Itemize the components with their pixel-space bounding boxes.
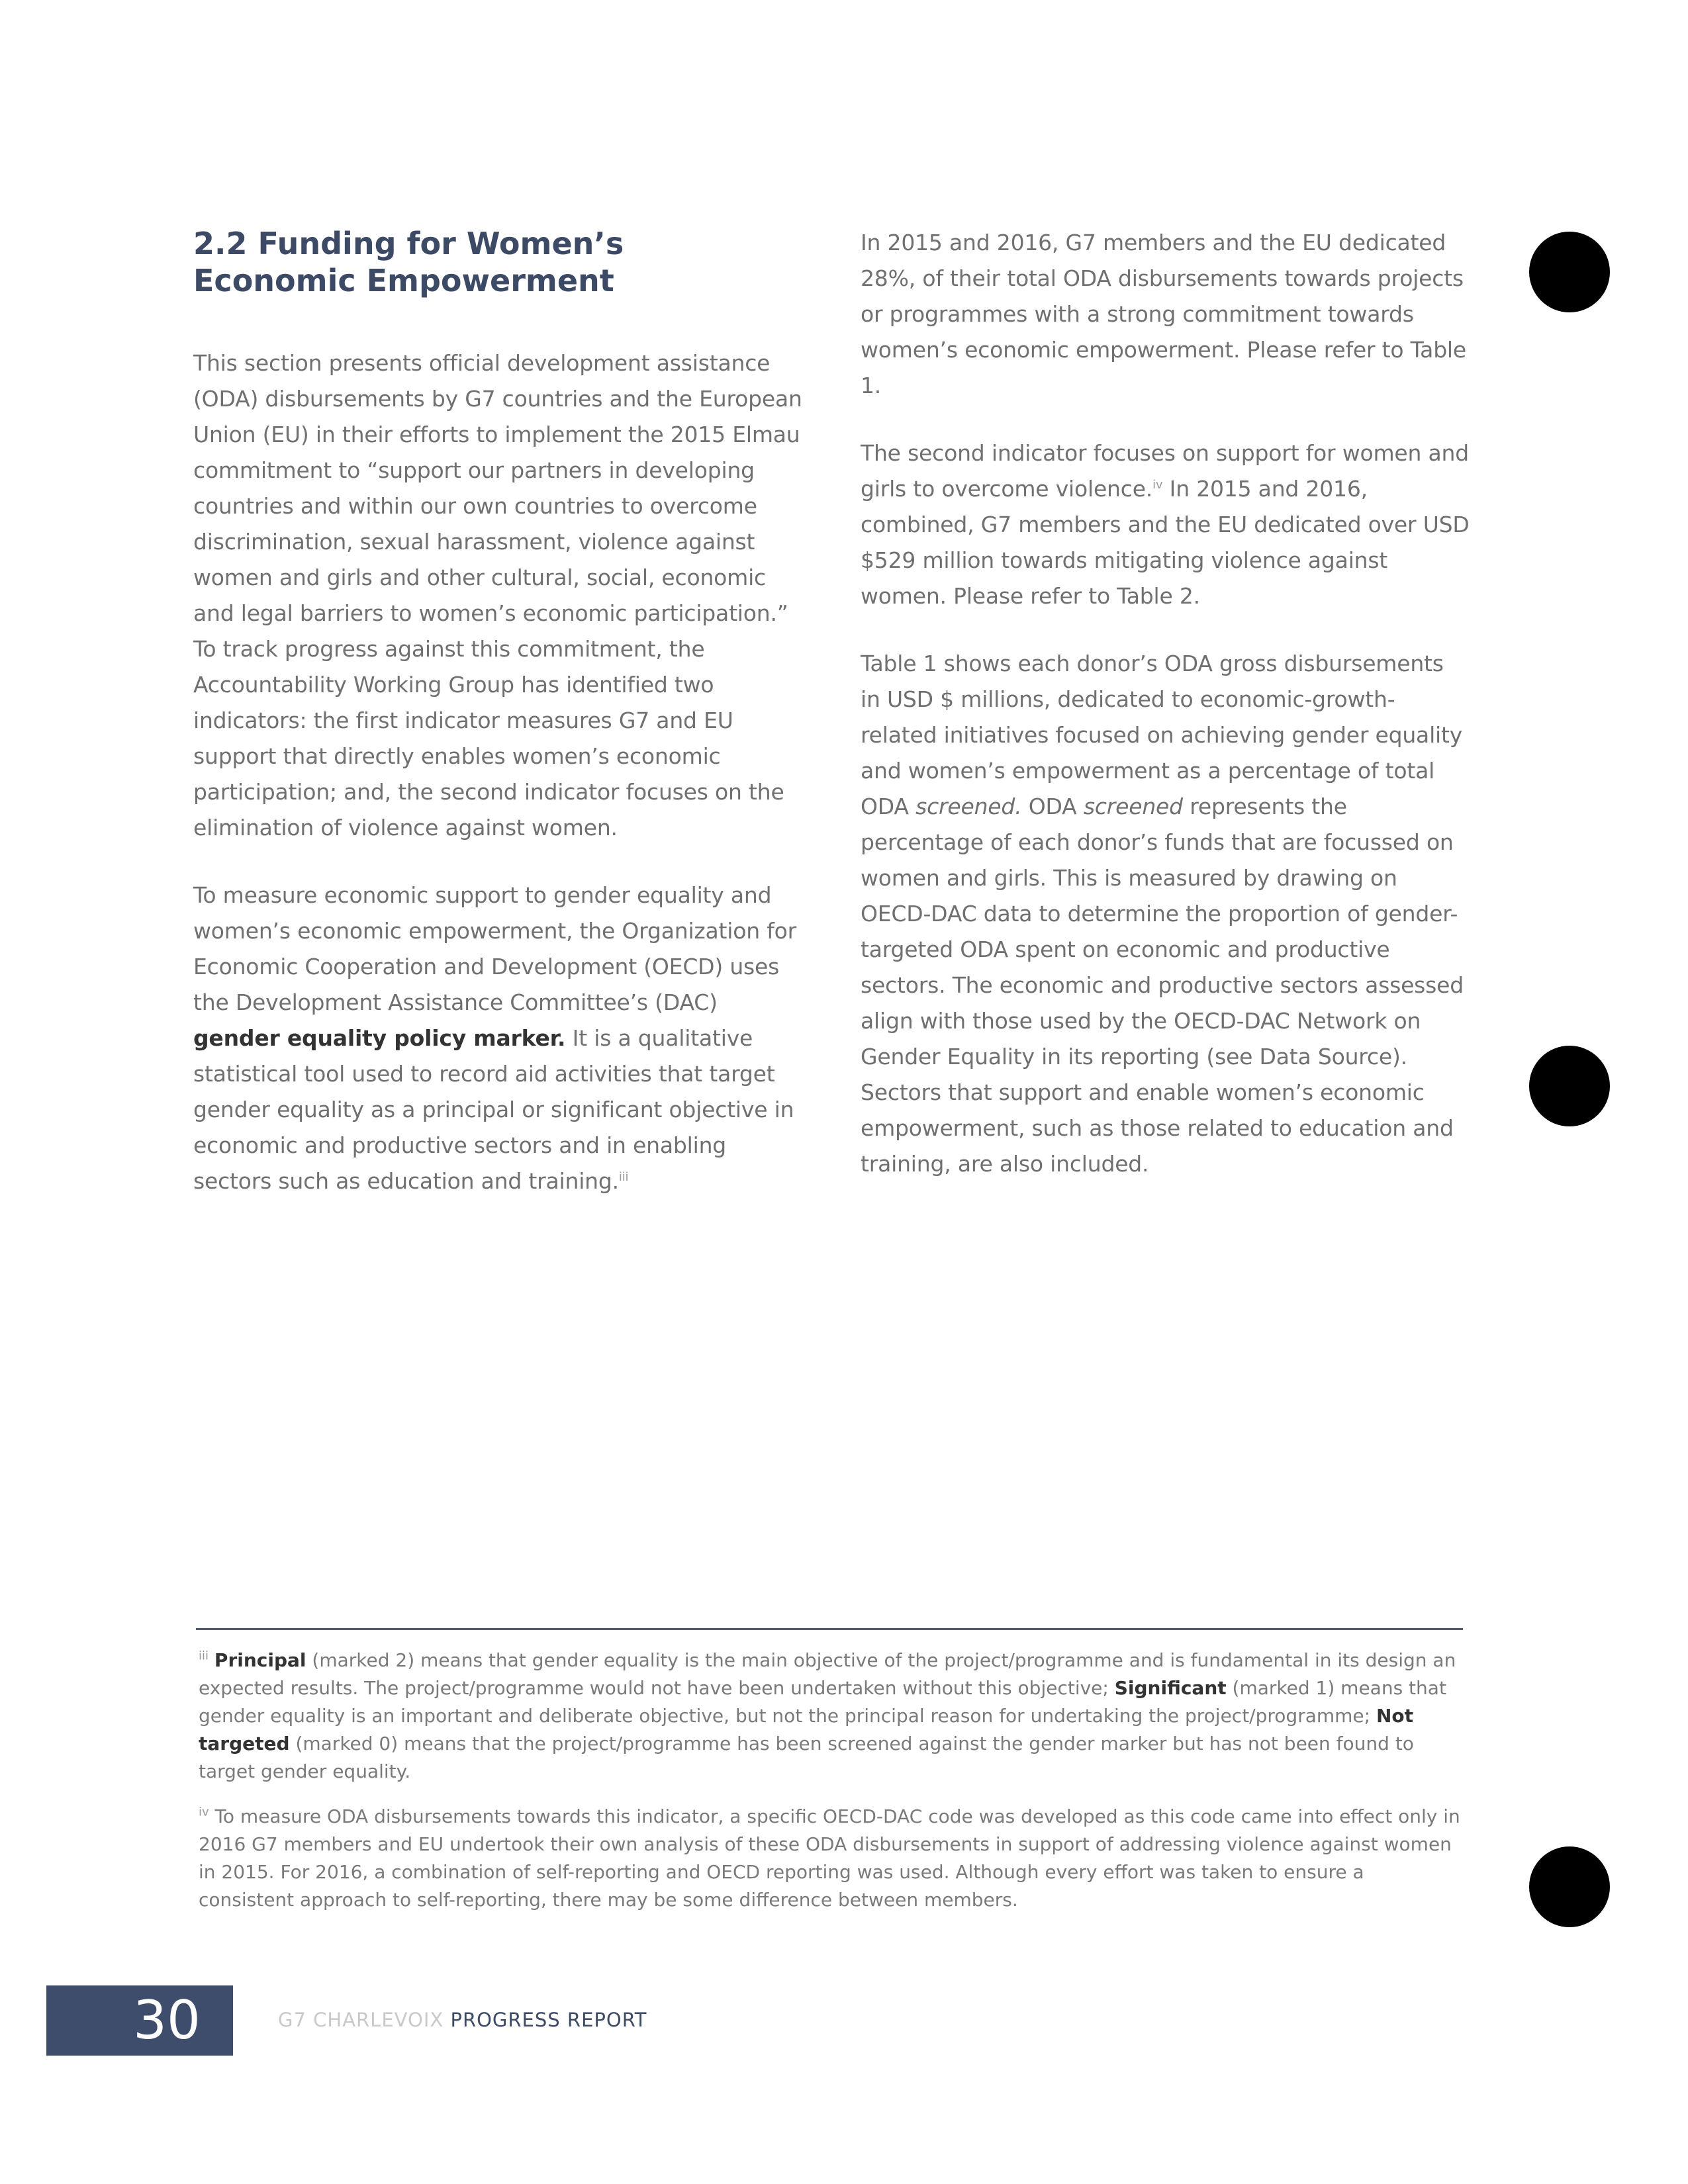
binder-hole-top (1529, 232, 1610, 312)
right-paragraph-3 (861, 646, 1470, 1182)
footnote-iv (199, 1803, 1463, 1914)
right-p3-italic-2: screened (1083, 794, 1183, 819)
right-p2-text-1: The second indicator focuses on support for women and girls to overcome violence. (861, 440, 1470, 502)
right-p2-text-2: In 2015 and 2016, combined, G7 members and the EU dedicated over USD $529 million towards mitigating violence against women. Please refer to Table 2. (861, 476, 1470, 609)
heading-line-2: Economic Empowerment (193, 263, 614, 298)
right-p3-text-1: Table 1 shows each donor’s ODA gross disbursements in USD $ millions, dedicated to economic-growth-related initiatives focused on achieving gender equality and women’s empowerment as a percentage of total ODA (861, 651, 1463, 819)
binder-hole-bottom (1529, 1846, 1610, 1927)
left-paragraph-2 (193, 878, 802, 1199)
fn1-text-2: (marked 1) means that gender equality is an important and deliberate objective, but not the principal reason for undertaking the project/programme; (199, 1677, 1446, 1727)
principal-term: Principal (214, 1649, 306, 1671)
fn2-text: To measure ODA disbursements towards this indicator, a specific OECD-DAC code was developed as this code came into effect only in 2016 G7 members and EU undertook their own analysis of these ODA disbursements in support of addressing violence against women in 2015. For 2016, a combination of self-reporting and OECD reporting was used. Although every effort was taken to ensure a consistent approach to self-reporting, there may be some difference between members. (199, 1805, 1460, 1911)
footnotes (199, 1647, 1463, 1931)
binder-hole-middle (1529, 1046, 1610, 1126)
running-footer (278, 2007, 647, 2033)
significant-term: Significant (1114, 1677, 1227, 1699)
page-number-box (46, 1985, 233, 2056)
report-series-title: G7 CHARLEVOIX (278, 2009, 444, 2031)
policy-marker-term: gender equality policy marker. (193, 1025, 566, 1051)
left-column (193, 225, 802, 1231)
fn1-text-1: (marked 2) means that gender equality is the main objective of the project/programme and is fundamental in its design an expected results. The project/programme would not have been undertaken without this objective; (199, 1649, 1456, 1699)
section-heading (193, 225, 802, 299)
page-number: 30 (133, 1989, 201, 2051)
footnote-marker-iv: iv (199, 1805, 209, 1819)
report-title: PROGRESS REPORT (450, 2009, 647, 2031)
right-p3-text-3: represents the percentage of each donor’s funds that are focussed on women and girls. This is measured by drawing on OECD-DAC data to determine the proportion of gender-targeted ODA spent on economic and productive sectors. The economic and productive sectors assessed align with those used by the OECD-DAC Network on Gender Equality in its reporting (see Data Source). Sectors that support and enable women’s economic empowerment, such as those related to education and training, are also included. (861, 794, 1464, 1177)
left-paragraph-1: This section presents official development assistance (ODA) disbursements by G7 countries and the European Union (EU) in their efforts to implement the 2015 Elmau commitment to “support our partners in developing countries and within our own countries to overcome discrimination, sexual harassment, violence against women and girls and other cultural, social, economic and legal barriers to women’s economic participation.” To track progress against this commitment, the Accountability Working Group has identified two indicators: the first indicator measures G7 and EU support that directly enables women’s economic participation; and, the second indicator focuses on the elimination of violence against women. (193, 350, 802, 841)
footnote-divider (196, 1628, 1463, 1630)
fn1-text-3: (marked 0) means that the project/programme has been screened against the gender marker but has not been found to target gender equality. (199, 1733, 1414, 1782)
right-p3-text-2: ODA (1021, 794, 1084, 819)
left-p2-text-2: It is a qualitative statistical tool used to record aid activities that target gender equality as a principal or significant objective in economic and productive sectors and in enabling sectors such as education and training. (193, 1025, 794, 1194)
footnote-ref-iii[interactable]: iii (618, 1170, 629, 1184)
footnote-iii (199, 1647, 1463, 1786)
not-targeted-term: Not targeted (199, 1705, 1414, 1754)
footnote-marker-iii: iii (199, 1649, 209, 1663)
footnote-ref-iv[interactable]: iv (1152, 478, 1163, 492)
right-paragraph-2 (861, 435, 1470, 614)
left-p2-text-1: To measure economic support to gender equality and women’s economic empowerment, the Organization for Economic Cooperation and Development (OECD) uses the Development Assistance Committee’s (DAC) (193, 882, 797, 1015)
heading-line-1: 2.2 Funding for Women’s (193, 226, 624, 261)
right-p3-italic-1: screened. (915, 794, 1022, 819)
right-paragraph-1: In 2015 and 2016, G7 members and the EU dedicated 28%, of their total ODA disbursements towards projects or programmes with a strong commitment towards women’s economic empowerment. Please refer to Table 1. (861, 230, 1467, 398)
right-column (861, 225, 1470, 1214)
